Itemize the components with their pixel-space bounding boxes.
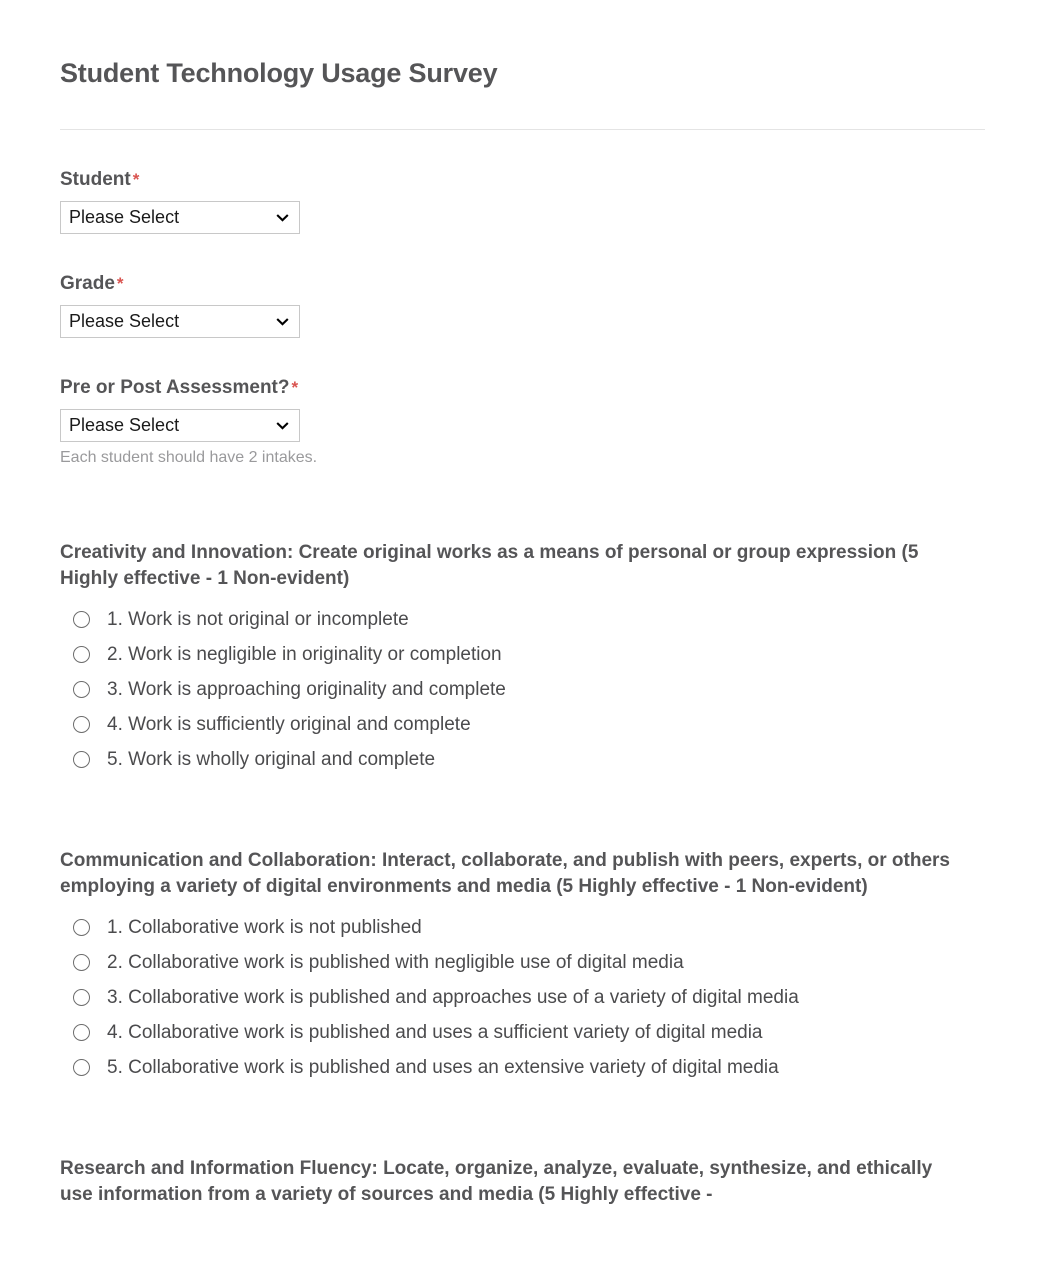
radio-button-icon[interactable]: [73, 611, 90, 628]
question-options: [60, 602, 985, 777]
option-row[interactable]: [60, 910, 985, 945]
option-label: 4. Collaborative work is published and uses a sufficient variety of digital media: [107, 1021, 763, 1043]
option-label: 1. Collaborative work is not published: [107, 916, 422, 938]
field-assessment-type: [60, 376, 985, 469]
question-title: Communication and Collaboration: Interact, collaborate, and publish with peers, experts, or others employing a variety of digital environments and media (5 Highly effective - 1 Non-evident): [60, 850, 950, 897]
option-label: 5. Work is wholly original and complete: [107, 748, 436, 770]
radio-button-icon[interactable]: [73, 716, 90, 733]
option-row[interactable]: [60, 637, 985, 672]
radio-button-icon[interactable]: [73, 919, 90, 936]
radio-button-icon[interactable]: [73, 646, 90, 663]
radio-button-icon[interactable]: [73, 989, 90, 1006]
option-row[interactable]: [60, 1015, 985, 1050]
field-grade-label-text: Grade: [60, 273, 115, 294]
option-label: 2. Work is negligible in originality or completion: [107, 643, 502, 665]
option-row[interactable]: [60, 742, 985, 777]
field-student: [60, 168, 985, 234]
required-asterisk: *: [116, 274, 124, 293]
field-grade-label: [60, 272, 985, 296]
question-research-information-fluency: [60, 1156, 985, 1208]
student-select-wrapper: [60, 201, 300, 234]
question-options: [60, 910, 985, 1085]
grade-select[interactable]: [60, 305, 300, 338]
question-title: Creativity and Innovation: Create original works as a means of personal or group expression (5 Highly effective - 1 Non-evident): [60, 542, 919, 589]
title-divider: [60, 129, 985, 130]
field-assessment-type-label-text: Pre or Post Assessment?: [60, 377, 290, 398]
radio-button-icon[interactable]: [73, 1024, 90, 1041]
assessment-type-select-wrapper: [60, 409, 300, 442]
option-label: 3. Collaborative work is published and approaches use of a variety of digital media: [107, 986, 799, 1008]
field-grade: [60, 272, 985, 338]
option-row[interactable]: [60, 602, 985, 637]
option-row[interactable]: [60, 672, 985, 707]
option-row[interactable]: [60, 945, 985, 980]
option-row[interactable]: [60, 1050, 985, 1085]
field-student-label: [60, 168, 985, 192]
radio-button-icon[interactable]: [73, 954, 90, 971]
field-assessment-type-help: Each student should have 2 intakes.: [60, 449, 318, 466]
radio-button-icon[interactable]: [73, 751, 90, 768]
grade-select-wrapper: [60, 305, 300, 338]
question-title: Research and Information Fluency: Locate, organize, analyze, evaluate, synthesize, and ethically use information from a variety of sources and media (5 Highly effective -: [60, 1158, 933, 1205]
page-title: Student Technology Usage Survey: [60, 58, 498, 88]
option-label: 5. Collaborative work is published and uses an extensive variety of digital media: [107, 1056, 779, 1078]
assessment-type-select[interactable]: [60, 409, 300, 442]
option-label: 1. Work is not original or incomplete: [107, 608, 409, 630]
option-label: 2. Collaborative work is published with negligible use of digital media: [107, 951, 684, 973]
option-row[interactable]: [60, 707, 985, 742]
required-asterisk: *: [132, 170, 140, 189]
option-label: 3. Work is approaching originality and complete: [107, 678, 506, 700]
radio-button-icon[interactable]: [73, 681, 90, 698]
question-creativity-innovation: [60, 540, 985, 777]
required-asterisk: *: [291, 378, 299, 397]
option-row[interactable]: [60, 980, 985, 1015]
student-select[interactable]: [60, 201, 300, 234]
field-assessment-type-label: [60, 376, 985, 400]
field-student-label-text: Student: [60, 169, 131, 190]
question-communication-collaboration: [60, 848, 985, 1085]
option-label: 4. Work is sufficiently original and complete: [107, 713, 471, 735]
radio-button-icon[interactable]: [73, 1059, 90, 1076]
